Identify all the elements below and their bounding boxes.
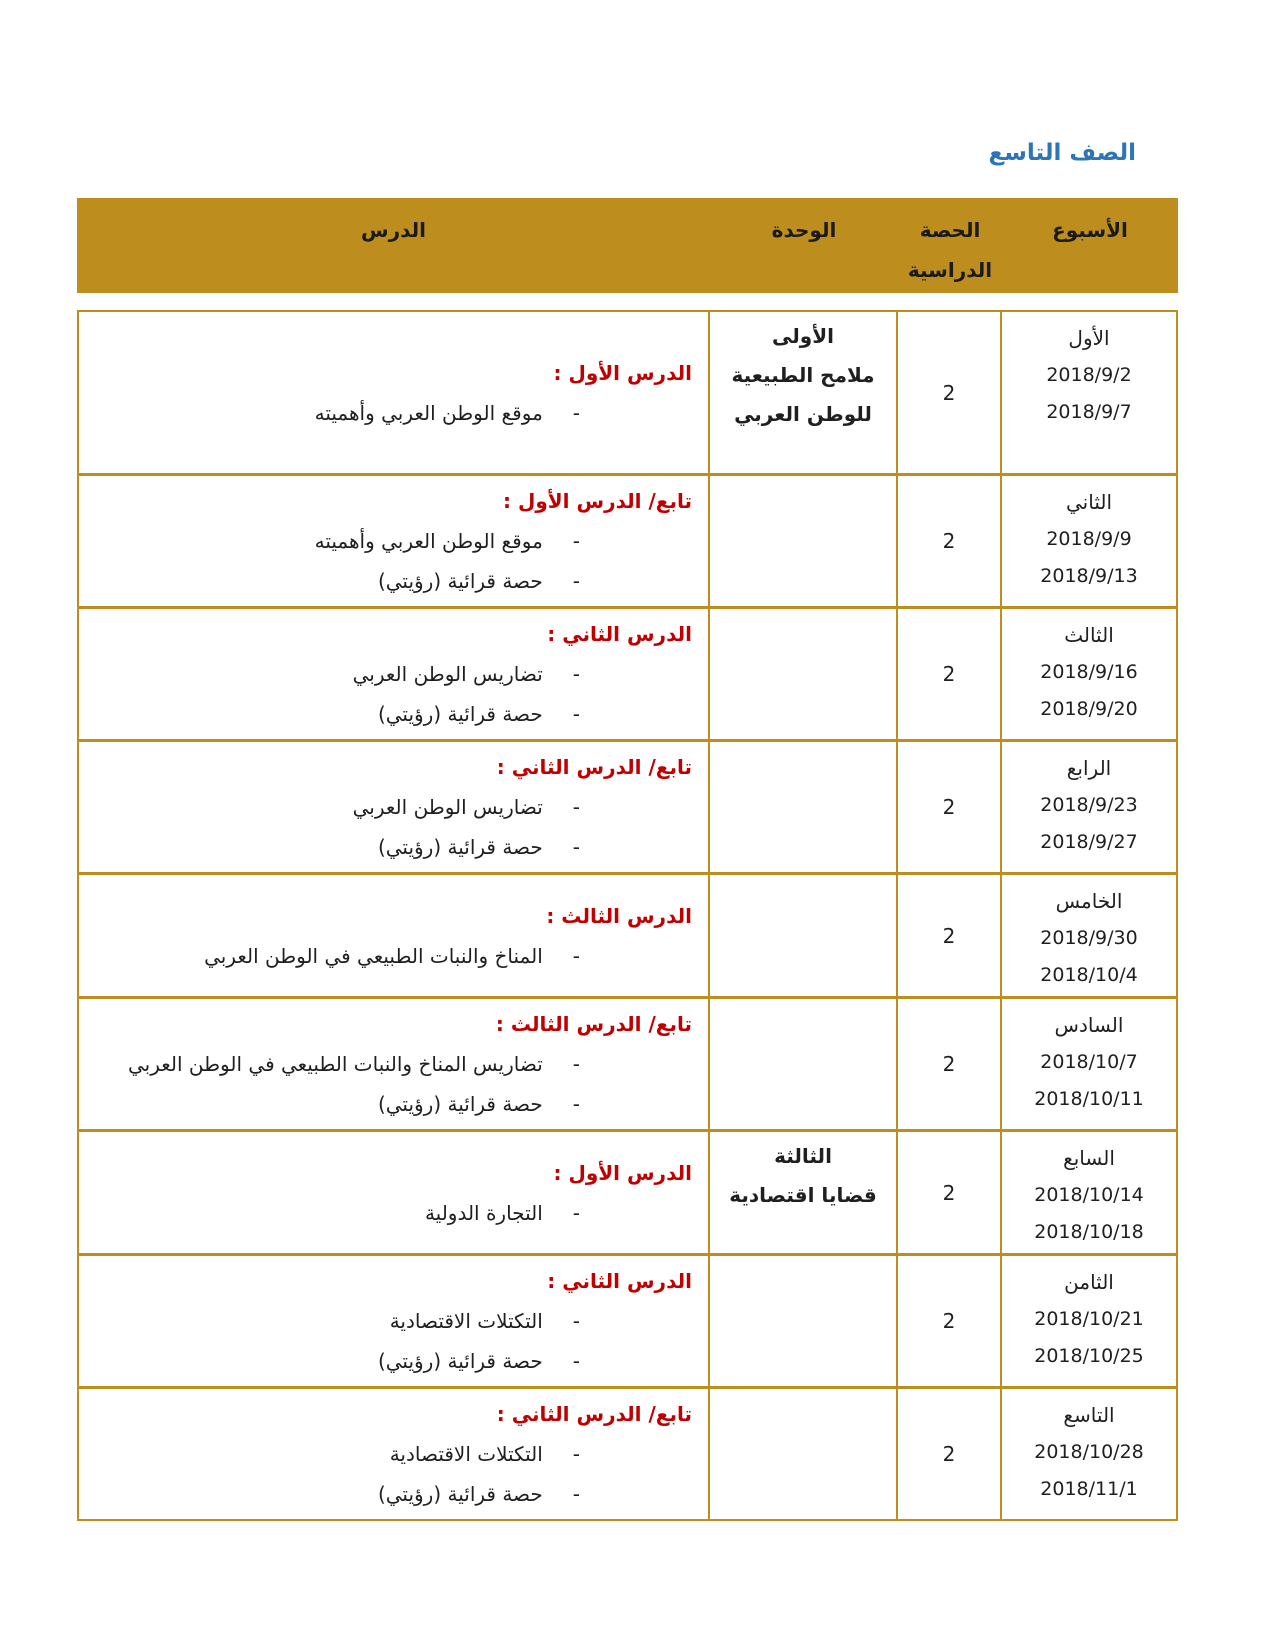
unit-cell: [708, 742, 896, 872]
lesson-cell: [75, 742, 708, 872]
bullet-text: حصة قرائية (رؤيتي): [377, 569, 543, 593]
bullet-dash: -: [572, 943, 580, 968]
bullet-text: تضاريس الوطن العربي: [352, 662, 543, 686]
unit-line: الثالثة: [774, 1144, 832, 1168]
week-name: التاسع: [1063, 1403, 1115, 1427]
lesson-cell: [75, 1389, 708, 1519]
bullet-text: موقع الوطن العربي وأهميته: [314, 400, 543, 425]
session-count: 2: [942, 380, 956, 405]
lesson-title: تابع/ الدرس الثاني :: [496, 755, 692, 779]
lesson-bullet: [91, 654, 692, 694]
session-cell: [896, 999, 1000, 1129]
bullet-dash: -: [572, 1442, 580, 1466]
bullet-text: التجارة الدولية: [424, 1200, 543, 1225]
column-header-lesson: الدرس: [360, 218, 427, 242]
lesson-bullet: [91, 694, 692, 734]
bullet-dash: -: [572, 1349, 580, 1373]
lesson-bullet: [91, 1193, 692, 1233]
week-date: 2018/10/7: [1040, 1051, 1138, 1073]
table-row: [79, 1386, 1176, 1519]
session-cell: [896, 609, 1000, 739]
week-date: 2018/10/4: [1040, 964, 1138, 986]
table-row: [79, 872, 1176, 996]
unit-line: قضايا اقتصادية: [729, 1183, 877, 1207]
week-cell: [1000, 999, 1176, 1129]
week-cell: [1000, 1132, 1176, 1253]
table-body: [77, 310, 1178, 1521]
table-row: [79, 473, 1176, 606]
week-date: 2018/10/14: [1034, 1184, 1144, 1206]
week-date: 2018/9/2: [1046, 364, 1132, 386]
lesson-cell: [75, 609, 708, 739]
week-cell: [1000, 1389, 1176, 1519]
week-date: 2018/10/21: [1034, 1308, 1144, 1330]
column-header-unit: الوحدة: [771, 218, 837, 242]
bullet-dash: -: [572, 702, 580, 726]
bullet-dash: -: [572, 1052, 580, 1076]
table-header-row: [77, 198, 1178, 293]
week-cell: [1000, 312, 1176, 473]
unit-cell: [708, 875, 896, 996]
column-header-week: الأسبوع: [1052, 218, 1128, 242]
lesson-bullet: [91, 1084, 692, 1124]
week-date: 2018/9/7: [1046, 401, 1132, 423]
lesson-bullet: [91, 1474, 692, 1514]
lesson-title: الدرس الثاني :: [547, 1269, 692, 1293]
lesson-cell: [75, 312, 708, 473]
week-name: السادس: [1054, 1013, 1124, 1037]
bullet-text: حصة قرائية (رؤيتي): [377, 1092, 543, 1116]
lesson-title: الدرس الأول :: [553, 1160, 692, 1185]
lesson-bullet: [91, 787, 692, 827]
week-name: السابع: [1063, 1146, 1115, 1170]
week-date: 2018/10/18: [1034, 1221, 1144, 1243]
week-cell: [1000, 742, 1176, 872]
bullet-text: حصة قرائية (رؤيتي): [377, 835, 543, 859]
bullet-dash: -: [572, 569, 580, 593]
unit-cell: [708, 1132, 896, 1253]
unit-cell: [708, 476, 896, 606]
session-count: 2: [942, 1442, 956, 1466]
session-count: 2: [942, 529, 956, 553]
week-cell: [1000, 875, 1176, 996]
bullet-text: حصة قرائية (رؤيتي): [377, 702, 543, 726]
week-name: الأول: [1068, 326, 1110, 350]
bullet-text: حصة قرائية (رؤيتي): [377, 1482, 543, 1506]
session-count: 2: [942, 923, 956, 948]
page-title: الصف التاسع: [988, 140, 1136, 166]
unit-line: ملامح الطبيعية: [731, 363, 875, 387]
bullet-text: التكتلات الاقتصادية: [389, 1442, 543, 1466]
bullet-dash: -: [572, 400, 580, 425]
week-cell: [1000, 1256, 1176, 1386]
week-date: 2018/9/23: [1040, 794, 1138, 816]
lesson-title: الدرس الثاني :: [547, 622, 692, 646]
table-row: [79, 739, 1176, 872]
bullet-dash: -: [572, 662, 580, 686]
table-row: [79, 312, 1176, 473]
week-date: 2018/9/30: [1040, 927, 1138, 949]
session-count: 2: [942, 662, 956, 686]
column-header-session-line1: الحصة: [919, 218, 981, 242]
bullet-text: موقع الوطن العربي وأهميته: [314, 529, 543, 553]
session-cell: [896, 1256, 1000, 1386]
week-date: 2018/9/13: [1040, 565, 1138, 587]
lesson-bullet: [91, 393, 692, 433]
table-row: [79, 1253, 1176, 1386]
lesson-bullet: [91, 1341, 692, 1381]
session-cell: [896, 312, 1000, 473]
week-date: 2018/9/27: [1040, 831, 1138, 853]
table-row: [79, 1129, 1176, 1253]
session-count: 2: [942, 1180, 956, 1205]
lesson-title: الدرس الثالث :: [546, 903, 692, 928]
lesson-cell: [75, 1132, 708, 1253]
table-row: [79, 606, 1176, 739]
unit-cell: [708, 609, 896, 739]
session-count: 2: [942, 795, 956, 819]
lesson-cell: [75, 875, 708, 996]
week-name: الثامن: [1064, 1270, 1114, 1294]
session-count: 2: [942, 1052, 956, 1076]
unit-line: الأولى: [772, 324, 834, 348]
lesson-bullet: [91, 936, 692, 976]
bullet-text: المناخ والنبات الطبيعي في الوطن العربي: [204, 943, 543, 968]
bullet-dash: -: [572, 1200, 580, 1225]
bullet-dash: -: [572, 1309, 580, 1333]
table-row: [79, 996, 1176, 1129]
document-page: [77, 0, 1178, 1521]
lesson-bullet: [91, 1434, 692, 1474]
unit-cell: [708, 312, 896, 473]
lesson-bullet: [91, 1301, 692, 1341]
session-count: 2: [942, 1309, 956, 1333]
unit-line: للوطن العربي: [734, 402, 872, 426]
lesson-bullet: [91, 827, 692, 867]
week-name: الثالث: [1064, 623, 1114, 647]
lesson-bullet: [91, 521, 692, 561]
session-cell: [896, 1389, 1000, 1519]
lesson-title: الدرس الأول :: [553, 360, 692, 385]
week-date: 2018/11/1: [1040, 1478, 1138, 1500]
column-header-session-line2: الدراسية: [907, 258, 993, 282]
week-date: 2018/9/20: [1040, 698, 1138, 720]
week-name: الرابع: [1066, 756, 1112, 780]
unit-cell: [708, 1389, 896, 1519]
week-date: 2018/9/9: [1046, 528, 1132, 550]
column-header-session: [898, 198, 1002, 293]
bullet-text: التكتلات الاقتصادية: [389, 1309, 543, 1333]
week-date: 2018/10/11: [1034, 1088, 1144, 1110]
lesson-title: تابع/ الدرس الثالث :: [495, 1012, 692, 1036]
bullet-dash: -: [572, 835, 580, 859]
lesson-cell: [75, 476, 708, 606]
session-cell: [896, 1132, 1000, 1253]
week-name: الخامس: [1055, 889, 1123, 913]
week-date: 2018/10/25: [1034, 1345, 1144, 1367]
bullet-text: حصة قرائية (رؤيتي): [377, 1349, 543, 1373]
lesson-title: تابع/ الدرس الأول :: [503, 489, 692, 513]
lesson-bullet: [91, 561, 692, 601]
lesson-bullet: [91, 1044, 692, 1084]
bullet-dash: -: [572, 795, 580, 819]
bullet-dash: -: [572, 1482, 580, 1506]
session-cell: [896, 476, 1000, 606]
lesson-cell: [75, 999, 708, 1129]
bullet-text: تضاريس المناخ والنبات الطبيعي في الوطن العربي: [127, 1052, 543, 1076]
bullet-dash: -: [572, 1092, 580, 1116]
week-date: 2018/9/16: [1040, 661, 1138, 683]
unit-cell: [708, 1256, 896, 1386]
week-date: 2018/10/28: [1034, 1441, 1144, 1463]
week-name: الثاني: [1065, 490, 1112, 514]
lesson-cell: [75, 1256, 708, 1386]
session-cell: [896, 742, 1000, 872]
lesson-title: تابع/ الدرس الثاني :: [496, 1402, 692, 1426]
unit-cell: [708, 999, 896, 1129]
week-cell: [1000, 609, 1176, 739]
week-cell: [1000, 476, 1176, 606]
bullet-dash: -: [572, 529, 580, 553]
bullet-text: تضاريس الوطن العربي: [352, 795, 543, 819]
session-cell: [896, 875, 1000, 996]
